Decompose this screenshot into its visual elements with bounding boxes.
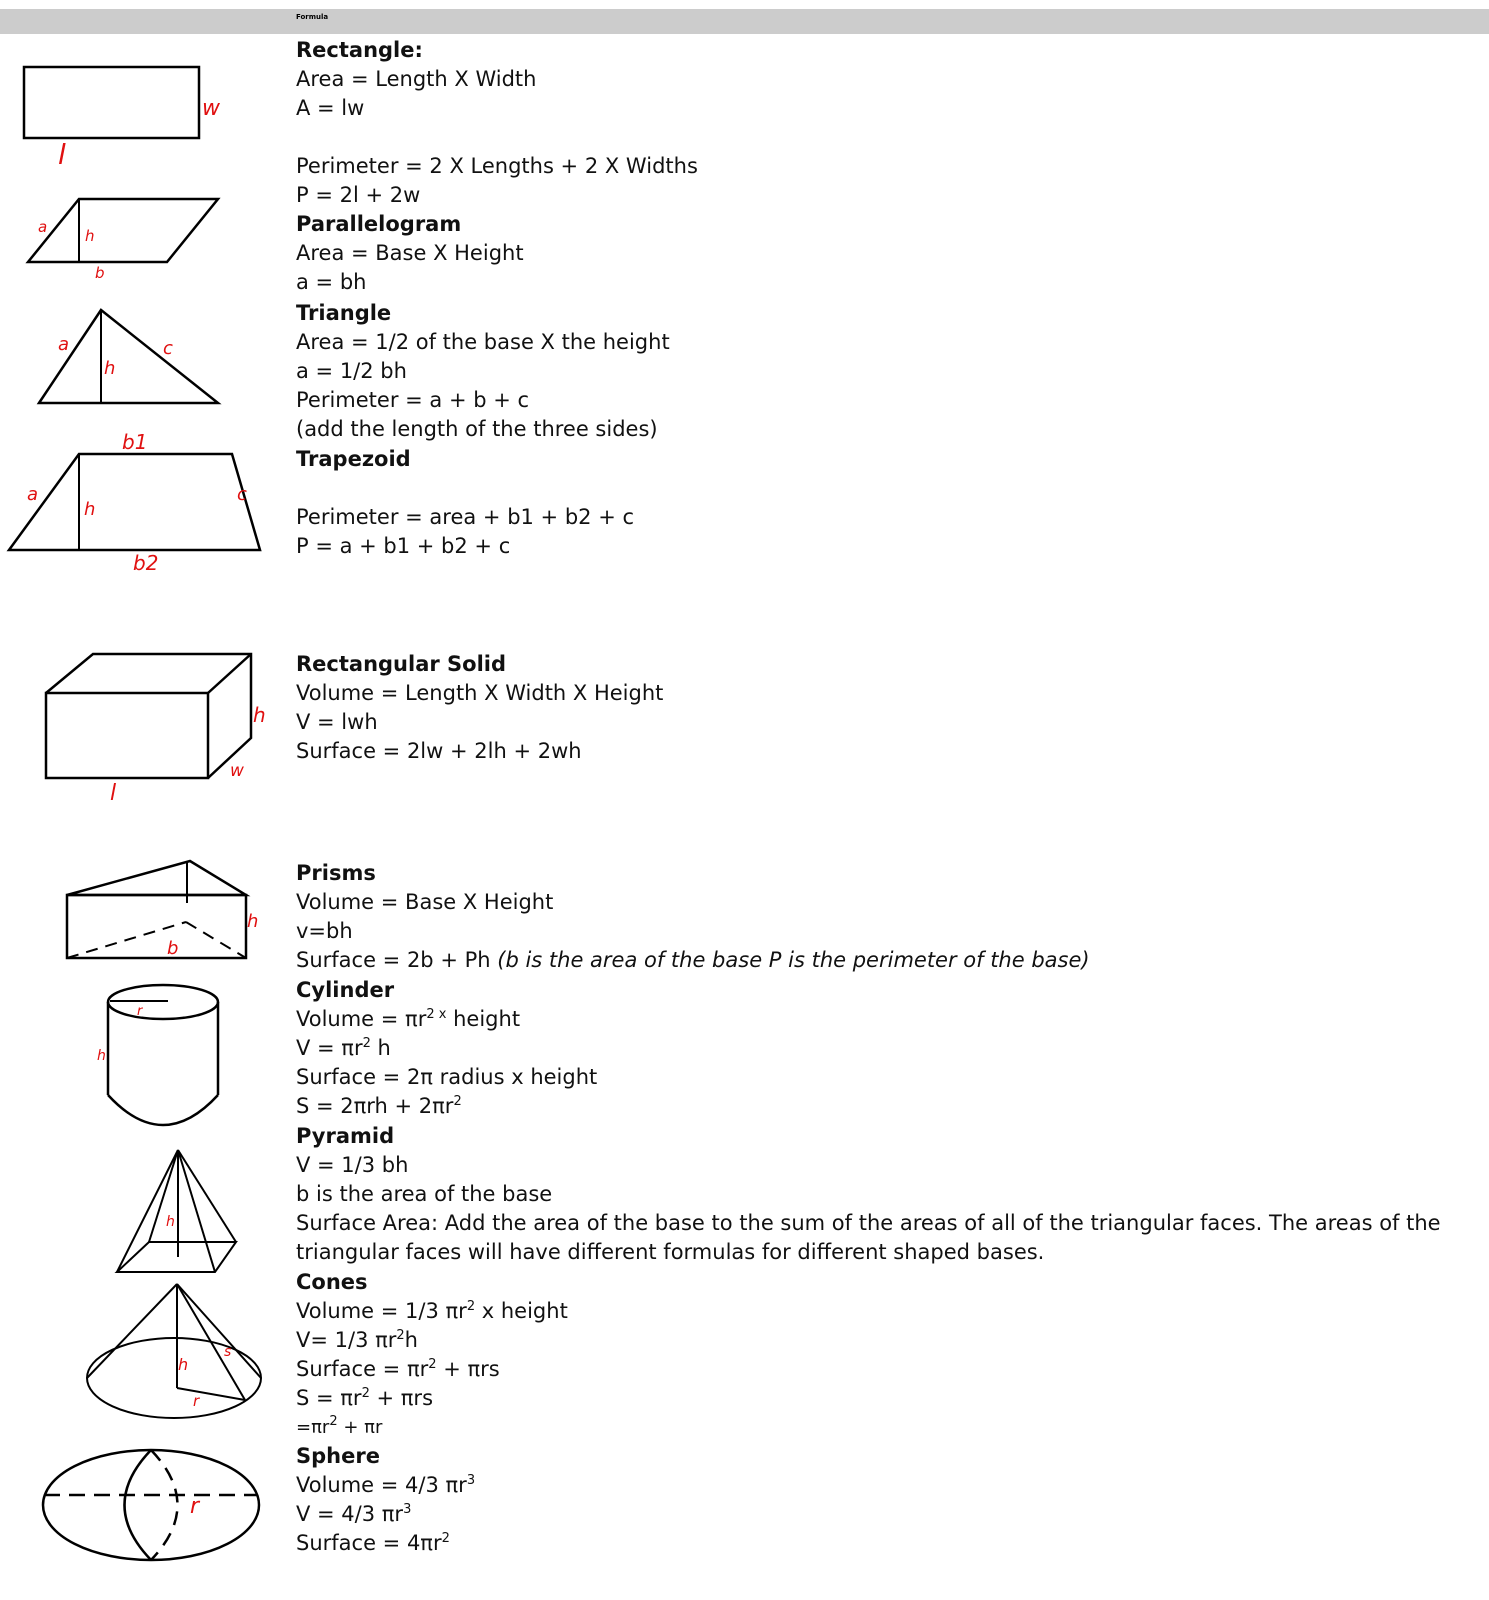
cone-h-label: h (178, 1355, 189, 1374)
pyramid-volume-formula: V = 1/3 bh (296, 1153, 409, 1177)
solid-l-label: l (110, 781, 117, 806)
triangle-area: Area = 1/2 of the base X the height (296, 330, 670, 354)
prism-b-label: b (167, 938, 179, 959)
cones-heading: Cones (296, 1270, 368, 1294)
sphere-section (296, 1442, 475, 1558)
trapezoid-heading: Trapezoid (296, 447, 411, 471)
page-title: Formula (296, 13, 329, 21)
trapezoid-perimeter-formula: P = a + b1 + b2 + c (296, 534, 511, 558)
triangle-perimeter: Perimeter = a + b + c (296, 388, 530, 412)
parallelogram-section (296, 210, 524, 297)
cones-volume-formula: V= 1/3 $\pi r^2h$ (296, 1328, 418, 1352)
triangle-figure (39, 310, 218, 403)
cyl-h-label: h (97, 1048, 106, 1064)
trapezoid-perimeter: Perimeter = area + b1 + b2 + c (296, 505, 635, 529)
rectangular-solid-volume-formula: V = lwh (296, 710, 378, 734)
pyramid-base-note: b is the area of the base (296, 1182, 553, 1206)
parallelogram-figure (28, 199, 218, 282)
sphere-surface: Surface = $4\pi r^2$ (296, 1531, 450, 1555)
rect-w-label: w (202, 96, 220, 121)
rectangular-solid-surface: Surface = 2lw + 2lh + 2wh (296, 739, 582, 763)
trap-b1-label: b1 (122, 430, 148, 454)
para-a-label: a (38, 218, 48, 236)
pyramid-heading: Pyramid (296, 1124, 395, 1148)
pyramid-surface-area: Surface Area: Add the area of the base to the sum of the areas of all of the triangular faces. The areas of the triangular faces will have different formulas for different shaped bases. (296, 1211, 1441, 1264)
prism-h-label: h (247, 911, 259, 932)
prisms-heading: Prisms (296, 861, 376, 885)
sphere-volume: Volume = 4/3 $\pi r^3$ (296, 1473, 476, 1497)
cones-surface-formula: $S = \pi r^2 + \pi rs$ (296, 1386, 434, 1410)
cones-section (296, 1268, 568, 1442)
tri-a-label: a (58, 334, 70, 355)
trap-h-label: h (84, 499, 96, 520)
rectangle-perimeter: Perimeter = 2 X Lengths + 2 X Widths (296, 154, 698, 178)
trapezoid-figure (9, 430, 260, 575)
solid-w-label: w (230, 761, 244, 781)
tri-c-label: c (163, 338, 173, 359)
trap-b2-label: b2 (133, 551, 159, 575)
rectangle-area: Area = Length X Width (296, 67, 537, 91)
cylinder-figure (97, 985, 218, 1125)
prisms-volume-formula: v=bh (296, 919, 353, 943)
shape-figures (0, 0, 300, 1600)
triangle-perimeter-note: (add the length of the three sides) (296, 417, 658, 441)
pyramid-figure (117, 1150, 236, 1272)
cone-figure (87, 1284, 261, 1418)
cylinder-volume: Volume = $\pi r^{2 x}$ height (296, 1007, 521, 1031)
parallelogram-heading: Parallelogram (296, 212, 462, 236)
trap-a-label: a (27, 484, 39, 505)
rectangular-solid-section (296, 650, 663, 766)
cone-r-label: r (193, 1392, 200, 1410)
sphere-figure (43, 1450, 259, 1560)
rectangle-area-formula: A = lw (296, 96, 365, 120)
prisms-surface-note: (b is the area of the base P is the perimeter of the base) (497, 948, 1090, 972)
sphere-volume-formula: V = 4/3 $\pi r^3$ (296, 1502, 412, 1526)
pyramid-section (296, 1122, 1471, 1267)
cones-surface-alt: $=\pi r^2 + \pi r$ (296, 1414, 383, 1438)
rectangular-solid-volume: Volume = Length X Width X Height (296, 681, 664, 705)
sphere-r-label: r (190, 1494, 200, 1519)
cylinder-volume-formula: $V = \pi r^2$ h (296, 1036, 391, 1060)
rect-l-label: l (58, 138, 66, 171)
cylinder-heading: Cylinder (296, 978, 395, 1002)
cone-s-label: s (224, 1344, 232, 1360)
rectangle-section (296, 36, 698, 210)
sphere-heading: Sphere (296, 1444, 380, 1468)
prisms-section (296, 859, 1090, 975)
rectangle-figure (24, 67, 221, 171)
pyr-h-label: h (166, 1214, 175, 1230)
para-b-label: b (95, 264, 105, 282)
trapezoid-section (296, 445, 634, 561)
rectangular-solid-heading: Rectangular Solid (296, 652, 507, 676)
parallelogram-area: Area = Base X Height (296, 241, 524, 265)
rectangle-heading: Rectangle: (296, 38, 423, 62)
cylinder-surface: Surface = 2π radius x height (296, 1065, 598, 1089)
trap-c-label: c (237, 484, 247, 505)
tri-h-label: h (104, 358, 116, 379)
solid-h-label: h (253, 703, 266, 727)
rectangle-perimeter-formula: P = 2l + 2w (296, 183, 421, 207)
cones-volume: Volume = 1/3 $\pi r^2$ x height (296, 1299, 568, 1323)
cones-surface: Surface = $\pi r^2 + \pi rs$ (296, 1357, 500, 1381)
prism-figure (67, 861, 258, 959)
cylinder-section (296, 976, 597, 1121)
prisms-surface: Surface = 2b + Ph (296, 948, 491, 972)
cyl-r-label: r (137, 1004, 143, 1019)
triangle-section (296, 299, 670, 444)
triangle-heading: Triangle (296, 301, 392, 325)
rectangular-solid-figure (46, 654, 266, 806)
triangle-area-formula: a = 1/2 bh (296, 359, 407, 383)
prisms-surface-line (296, 946, 1090, 975)
parallelogram-area-formula: a = bh (296, 270, 367, 294)
para-h-label: h (85, 227, 95, 245)
cylinder-surface-formula: $S = 2\pi rh + 2\pi r^2$ (296, 1094, 462, 1118)
prisms-volume: Volume = Base X Height (296, 890, 554, 914)
